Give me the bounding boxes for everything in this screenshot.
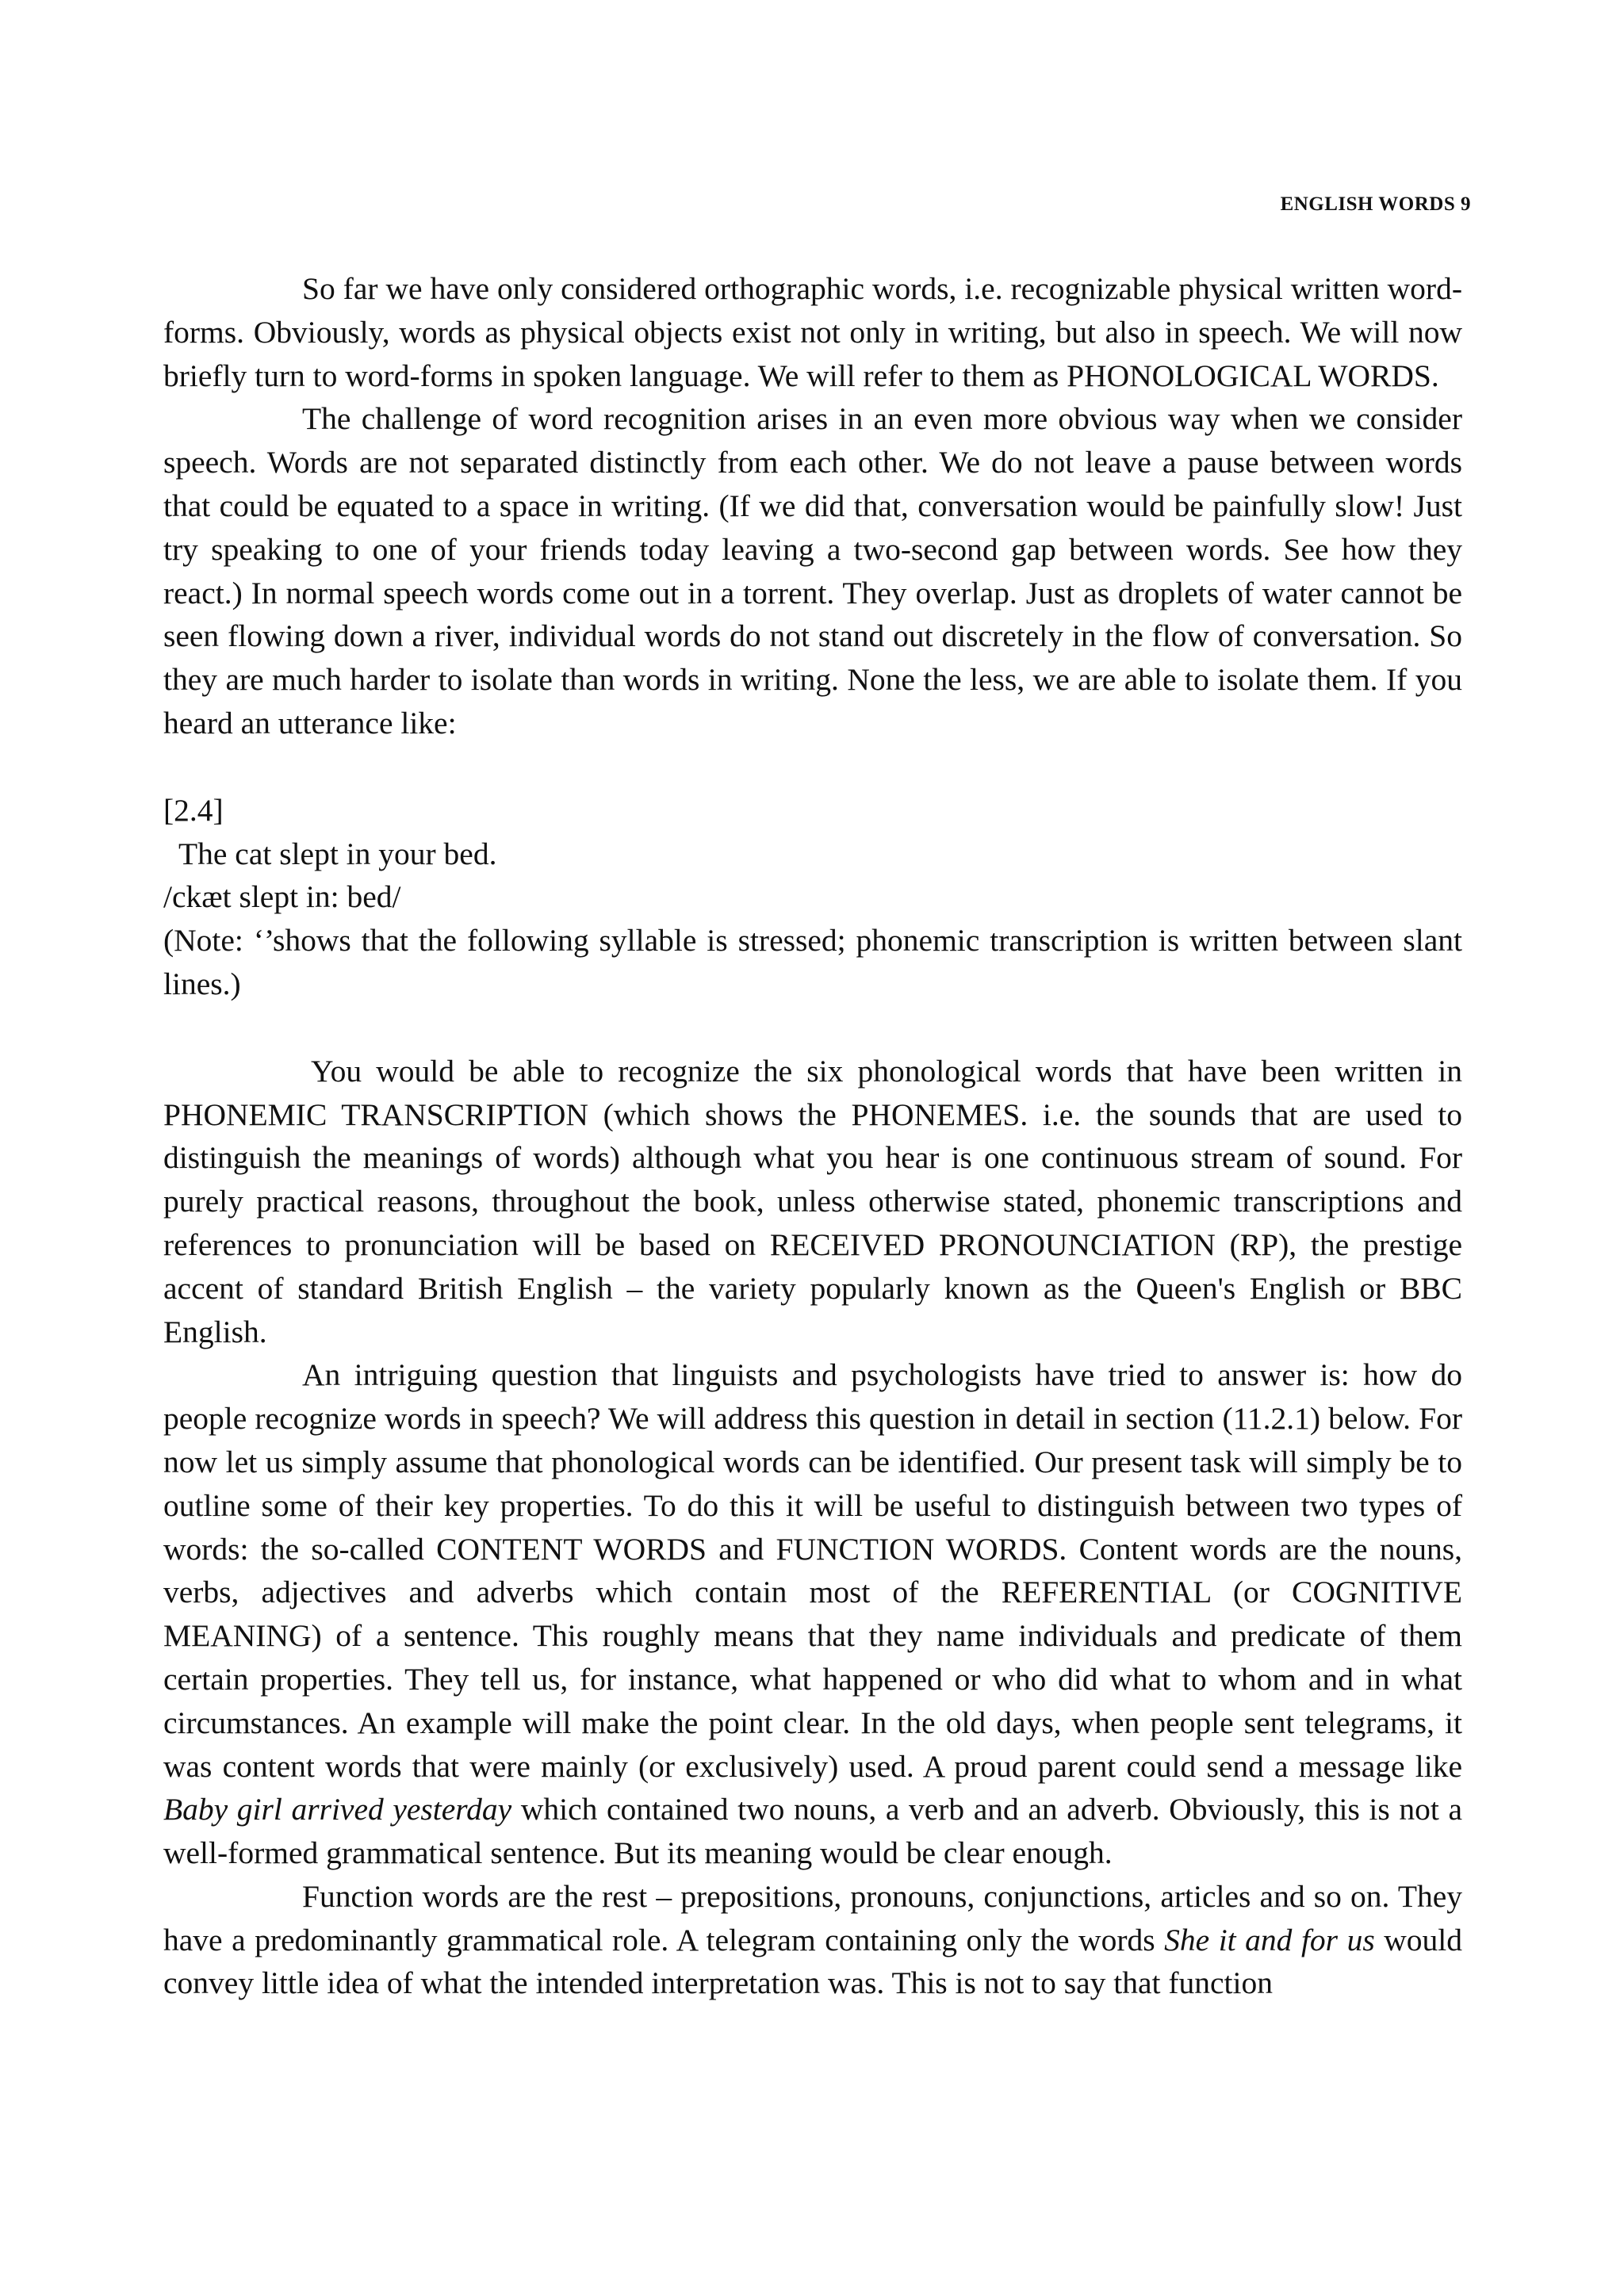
running-header: ENGLISH WORDS 9	[1280, 193, 1471, 215]
paragraph-word-recognition: The challenge of word recognition arises in an even more obvious way when we consider speech. Words are not separated distinctly from each other. We do not leave a pause between words that could be equated to a space in writing. (If we did that, conversation would be painfully slow! Just try speaking to one of your friends today leaving a two-second gap between words. See how they react.) In normal speech words come out in a torrent. They overlap. Just as droplets of water cannot be seen flowing down a river, individual words do not stand out discretely in the flow of conversation. So they are much harder to isolate than words in writing. None the less, we are able to isolate them. If you heard an utterance like:	[163, 401, 1462, 740]
paragraph-phonemic-transcription: You would be able to recognize the six phonological words that have been written in PHONEMIC TRANSCRIPTION (which shows the PHONEMES. i.e. the sounds that are used to distinguish the meanings of words) although what you hear is one continuous stream of sound. For purely practical reasons, throughout the book, unless otherwise stated, phonemic transcriptions and references to pronunciation will be based on RECEIVED PRONOUNCIATION (RP), the prestige accent of standard British English – the variety popularly known as the Queen's English or BBC English.	[163, 1053, 1462, 1349]
example-2-4	[163, 789, 1462, 1006]
italic-example-phrase: Baby girl arrived yesterday	[163, 1792, 512, 1827]
body-text	[163, 267, 1462, 2005]
paragraph-phonological-words: So far we have only considered orthographic words, i.e. recognizable physical written word-forms. Obviously, words as physical objects exist not only in writing, but also in speech. We will now briefly turn to word-forms in spoken language. We will refer to them as PHONOLOGICAL WORDS.	[163, 271, 1462, 393]
example-note: (Note: ‘’shows that the following syllable is stressed; phonemic transcription is written between slant lines.)	[163, 923, 1462, 1001]
paragraph-function-words	[163, 1875, 1462, 2005]
example-sentence: The cat slept in your bed.	[178, 836, 497, 871]
paragraph-text: Function words are the rest – prepositions, pronouns, conjunctions, articles and so on. They have a predominantly grammatical role. A telegram containing only the words	[163, 1878, 1462, 1957]
paragraph-text: which contained two nouns, a verb and an adverb. Obviously, this is not a well-formed grammatical sentence. But its meaning would be clear enough.	[163, 1792, 1462, 1871]
example-transcription: /ckæt slept in: bed/	[163, 879, 401, 915]
example-number: [2.4]	[163, 792, 224, 828]
paragraph-content-words	[163, 1353, 1462, 1875]
paragraph-text: An intriguing question that linguists and psychologists have tried to answer is: how do people recognize words in speech? We will address this question in detail in section (11.2.1) below. For now let us simply assume that phonological words can be identified. Our present task will simply be to outline some of their key properties. To do this it will be useful to distinguish between two types of words: the so-called CONTENT WORDS and FUNCTION WORDS. Content words are the nouns, verbs, adjectives and adverbs which contain most of the REFERENTIAL (or COGNITIVE MEANING) of a sentence. This roughly means that they name individuals and predicate of them certain properties. They tell us, for instance, what happened or who did what to whom and in what circumstances. An example will make the point clear. In the old days, when people sent telegrams, it was content words that were mainly (or exclusively) used. A proud parent could send a message like	[163, 1357, 1462, 1784]
italic-example-phrase: She it and for us	[1164, 1922, 1375, 1957]
paragraph-text: would convey little idea of what the intended interpretation was. This is not to say that function	[163, 1922, 1463, 2001]
